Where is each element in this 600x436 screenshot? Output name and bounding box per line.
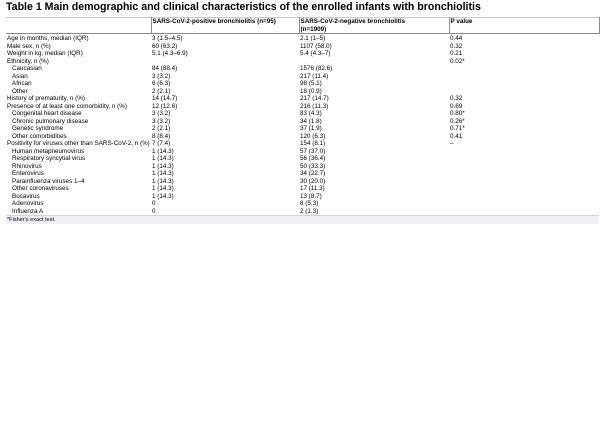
row-label: Respiratory syncytial virus bbox=[12, 155, 86, 162]
sars-positive-value: 14 (14.7) bbox=[152, 95, 178, 102]
row-label: Human metapneumovirus bbox=[12, 147, 85, 155]
p-value: 0.26* bbox=[450, 117, 465, 125]
sars-positive-value: 8 (8.4) bbox=[152, 132, 171, 140]
p-value: 0.32 bbox=[450, 95, 463, 102]
sars-negative-value: 8 (5.3) bbox=[300, 200, 319, 207]
table-row bbox=[6, 118, 599, 126]
sars-positive-value: 1 (14.3) bbox=[152, 170, 174, 177]
sars-positive-value: 2 (2.1) bbox=[152, 125, 171, 132]
sars-positive-value: 7 (7.4) bbox=[152, 140, 171, 147]
sars-positive-value: 0 bbox=[152, 207, 156, 215]
sars-positive-value: 1 (14.3) bbox=[152, 162, 174, 170]
row-label: Other coronaviruses bbox=[12, 185, 69, 192]
table-row bbox=[6, 155, 599, 163]
table-row bbox=[6, 193, 599, 201]
table-row bbox=[6, 50, 599, 58]
sars-negative-value: 5.4 (4.3–7) bbox=[300, 50, 331, 57]
sars-negative-value: 37 (1.9) bbox=[300, 125, 322, 132]
sars-negative-value: 83 (4.3) bbox=[300, 110, 322, 117]
p-value bbox=[449, 65, 599, 73]
row-label: Asian bbox=[12, 72, 28, 80]
table-row bbox=[6, 65, 599, 73]
row-label: Caucasian bbox=[12, 65, 42, 72]
p-value: 0.21 bbox=[450, 50, 463, 57]
table-row bbox=[6, 148, 599, 156]
sars-negative-value: 57 (37.0) bbox=[300, 147, 326, 155]
p-value bbox=[449, 155, 599, 163]
table-body bbox=[6, 34, 599, 216]
row-label: Bocavirus bbox=[12, 192, 40, 200]
table-row bbox=[6, 200, 599, 208]
row-label: Influenza A bbox=[12, 207, 44, 215]
p-value bbox=[449, 73, 599, 81]
row-label: Ethnicity, n (%) bbox=[7, 57, 49, 65]
p-value: – bbox=[450, 140, 454, 147]
p-value bbox=[449, 178, 599, 186]
table-row bbox=[6, 125, 599, 133]
sars-negative-value bbox=[299, 58, 449, 66]
sars-negative-value: 56 (36.4) bbox=[300, 155, 326, 162]
row-label: Congenital heart disease bbox=[12, 110, 82, 117]
table-row bbox=[6, 58, 599, 66]
table-row bbox=[6, 170, 599, 178]
table-row bbox=[6, 103, 599, 111]
row-label: Parainfluenza viruses 1–4 bbox=[12, 177, 85, 185]
header-sars-negative-line1: SARS-CoV-2-negative bronchiolitis bbox=[300, 18, 406, 25]
table-row bbox=[6, 88, 599, 96]
sars-positive-value: 1 (14.3) bbox=[152, 185, 174, 192]
table-row bbox=[6, 185, 599, 193]
header-p-value: P value bbox=[449, 18, 599, 34]
p-value: 0.71* bbox=[450, 125, 465, 132]
sars-negative-value: 217 (11.4) bbox=[300, 72, 329, 80]
sars-positive-value: 60 (63.2) bbox=[152, 42, 178, 50]
p-value bbox=[449, 185, 599, 193]
sars-negative-value: 216 (11.3) bbox=[300, 102, 329, 110]
table-header bbox=[6, 18, 599, 34]
sars-positive-value: 3 (3.2) bbox=[152, 72, 171, 80]
row-label: Positivity for viruses other than SARS-CoV-2, n (%) bbox=[7, 140, 150, 147]
table-row bbox=[6, 208, 599, 216]
p-value: 0.41 bbox=[450, 132, 463, 140]
sars-negative-value: 2 (1.3) bbox=[300, 207, 319, 215]
row-label: Adenovirus bbox=[12, 200, 44, 207]
row-label: Genetic syndrome bbox=[12, 125, 64, 132]
table-row bbox=[6, 80, 599, 88]
sars-negative-value: 34 (1.8) bbox=[300, 117, 322, 125]
row-label: Weight in kg, median (IQR) bbox=[7, 50, 83, 57]
sars-positive-value: 5.1 (4.3–6.9) bbox=[152, 50, 188, 57]
table-row bbox=[6, 178, 599, 186]
sars-positive-value: 2 (2.1) bbox=[152, 87, 171, 95]
sars-negative-value: 120 (6.3) bbox=[300, 132, 326, 140]
sars-negative-value: 50 (33.3) bbox=[300, 162, 326, 170]
table-row bbox=[6, 133, 599, 141]
table-row bbox=[6, 140, 599, 148]
sars-positive-value: 1 (14.3) bbox=[152, 177, 174, 185]
table-title: Table 1 Main demographic and clinical characteristics of the enrolled infants with bronchiolitis bbox=[6, 1, 481, 13]
table-row bbox=[6, 163, 599, 171]
sars-negative-value: 30 (20.0) bbox=[300, 177, 326, 185]
sars-positive-value: 3 (3.2) bbox=[152, 117, 171, 125]
sars-positive-value: 84 (88.4) bbox=[152, 65, 178, 72]
sars-negative-value: 1107 (58.0) bbox=[300, 42, 332, 50]
table-row bbox=[6, 95, 599, 103]
sars-negative-value: 98 (5.1) bbox=[300, 80, 322, 87]
header-blank-cell bbox=[6, 18, 151, 34]
table-row bbox=[6, 34, 599, 43]
sars-positive-value bbox=[151, 58, 299, 66]
table-row bbox=[6, 73, 599, 81]
p-value: 0.44 bbox=[450, 35, 463, 42]
sars-positive-value: 1 (14.3) bbox=[152, 155, 174, 162]
header-sars-negative-line2: (n=1909) bbox=[300, 25, 327, 33]
header-sars-positive: SARS-CoV-2-positive bronchiolitis (n=95) bbox=[151, 18, 299, 34]
row-label: Chronic pulmonary disease bbox=[12, 117, 89, 125]
table-footer bbox=[6, 216, 599, 225]
row-label: Rhinovirus bbox=[12, 162, 42, 170]
p-value: 0.02* bbox=[450, 57, 465, 65]
row-label: Age in months, median (IQR) bbox=[7, 35, 89, 42]
sars-positive-value: 1 (14.3) bbox=[152, 192, 174, 200]
sars-positive-value: 12 (12.6) bbox=[152, 102, 178, 110]
p-value bbox=[449, 148, 599, 156]
row-label: History of prematurity, n (%) bbox=[7, 95, 85, 102]
p-value bbox=[449, 88, 599, 96]
sars-positive-value: 3 (1.5–4.5) bbox=[152, 35, 183, 42]
row-label: Male sex, n (%) bbox=[7, 42, 51, 50]
table-row bbox=[6, 110, 599, 118]
sars-positive-value: 3 (3.2) bbox=[152, 110, 171, 117]
p-value bbox=[449, 163, 599, 171]
p-value bbox=[449, 208, 599, 216]
p-value bbox=[449, 193, 599, 201]
p-value: 0.80* bbox=[450, 110, 465, 117]
row-label: African bbox=[12, 80, 32, 87]
p-value bbox=[449, 80, 599, 88]
p-value bbox=[449, 170, 599, 178]
header-sars-negative bbox=[299, 18, 449, 34]
sars-negative-value: 1576 (82.6) bbox=[300, 65, 333, 72]
sars-negative-value: 34 (22.7) bbox=[300, 170, 326, 177]
characteristics-table bbox=[6, 17, 600, 224]
row-label: Other comorbidities bbox=[12, 132, 67, 140]
row-label: Other bbox=[12, 87, 28, 95]
table-row bbox=[6, 43, 599, 51]
sars-negative-value: 18 (0.9) bbox=[300, 87, 322, 95]
sars-negative-value: 17 (11.3) bbox=[300, 185, 325, 192]
p-value: 0.69 bbox=[450, 102, 463, 110]
sars-negative-value: 13 (8.7) bbox=[300, 192, 322, 200]
sars-positive-value: 1 (14.3) bbox=[152, 147, 174, 155]
footnote: *Fisher's exact test. bbox=[6, 216, 599, 225]
sars-negative-value: 217 (14.7) bbox=[300, 95, 329, 102]
p-value bbox=[449, 200, 599, 208]
row-label: Presence of at least one comorbidity, n (%) bbox=[7, 102, 127, 110]
p-value: 0.32 bbox=[450, 42, 463, 50]
sars-negative-value: 154 (8.1) bbox=[300, 140, 326, 147]
row-label: Enterovirus bbox=[12, 170, 44, 177]
sars-positive-value: 6 (6.3) bbox=[152, 80, 171, 87]
sars-negative-value: 2.1 (1–5) bbox=[300, 35, 326, 42]
sars-positive-value: 0 bbox=[152, 200, 156, 207]
